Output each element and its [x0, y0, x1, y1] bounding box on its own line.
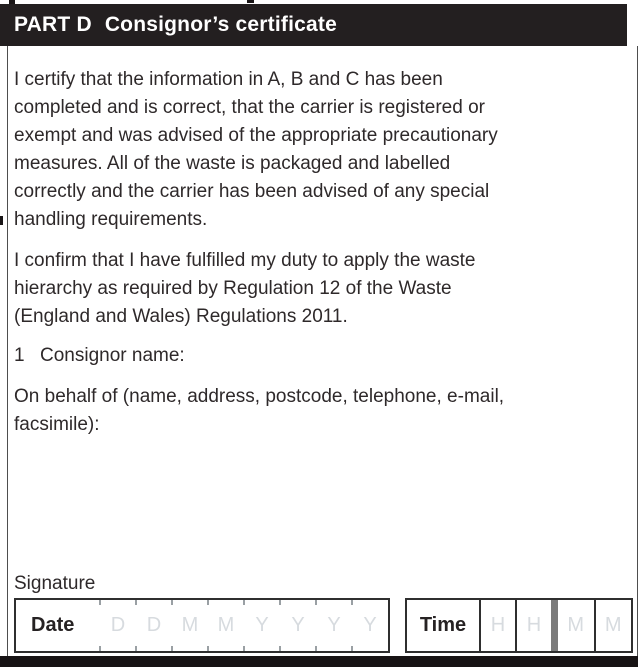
crop-mark: [247, 0, 254, 3]
section-title: Consignor’s certificate: [104, 13, 337, 36]
date-cell[interactable]: D: [136, 600, 172, 651]
consignor-name-label: Consignor name:: [40, 345, 185, 366]
text-line: exempt and was advised of the appropriate precautionary: [14, 125, 498, 146]
date-cell[interactable]: M: [208, 600, 244, 651]
date-cell[interactable]: Y: [352, 600, 388, 651]
text-line: handling requirements.: [14, 209, 208, 230]
time-minute-cells: [558, 600, 631, 651]
text-line: facsimile):: [14, 414, 100, 435]
text-line: hierarchy as required by Regulation 12 of the Waste: [14, 278, 452, 299]
hour-minute-divider: [551, 600, 558, 651]
text-line: completed and is correct, that the carrier is registered or: [14, 97, 485, 118]
waste-hierarchy-statement: [14, 247, 631, 331]
certificate-body: [7, 46, 638, 656]
item-number: 1: [14, 345, 25, 366]
crop-mark: [0, 216, 3, 225]
date-label: Date: [31, 614, 75, 636]
date-cell[interactable]: Y: [244, 600, 280, 651]
section-header: [0, 4, 627, 46]
text-line: (England and Wales) Regulations 2011.: [14, 306, 348, 327]
text-line: correctly and the carrier has been advised of any special: [14, 181, 490, 202]
date-field[interactable]: [14, 598, 390, 653]
time-hour-cell[interactable]: H: [479, 600, 515, 651]
text-line: I certify that the information in A, B and C has been: [14, 69, 443, 90]
date-cell[interactable]: Y: [280, 600, 316, 651]
time-minute-cell[interactable]: M: [594, 600, 632, 651]
panel-bottom-rule: [0, 656, 638, 667]
text-line: I confirm that I have fulfilled my duty to apply the waste: [14, 250, 476, 271]
date-cell[interactable]: D: [100, 600, 136, 651]
consignor-name-prompt: [14, 342, 631, 370]
section-part-label: PART D: [14, 13, 92, 36]
signature-label: Signature: [14, 573, 96, 594]
time-label: Time: [419, 614, 467, 636]
time-hour-cell[interactable]: H: [515, 600, 551, 651]
time-minute-cell[interactable]: M: [567, 614, 585, 636]
date-cells: [100, 600, 388, 651]
date-cell[interactable]: Y: [316, 600, 352, 651]
text-line: On behalf of (name, address, postcode, telephone, e-mail,: [14, 386, 505, 407]
time-hour-cells: [479, 600, 551, 651]
text-line: measures. All of the waste is packaged and labelled: [14, 153, 451, 174]
on-behalf-prompt: [14, 383, 631, 439]
time-field[interactable]: [405, 598, 633, 653]
date-cell[interactable]: M: [172, 600, 208, 651]
certify-statement: [14, 66, 631, 234]
